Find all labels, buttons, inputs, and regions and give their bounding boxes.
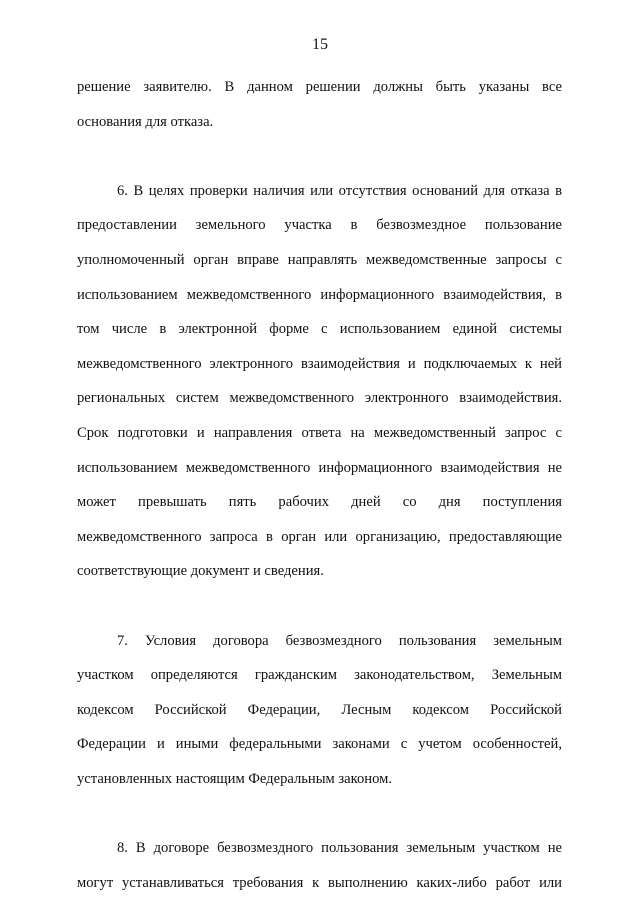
text-line: том числе в электронной форме с использованием единой системы — [77, 321, 562, 338]
text-line: использованием межведомственного информационного взаимодействия не — [77, 459, 562, 476]
paragraph-spacing — [77, 796, 562, 831]
text-line: межведомственного электронного взаимодействия и подключаемых к ней — [77, 355, 562, 372]
paragraph-item-8 — [77, 831, 562, 900]
text-line: участком определяются гражданским законодательством, Земельным — [77, 667, 562, 684]
paragraph-spacing — [77, 139, 562, 174]
paragraph-continuation — [77, 70, 562, 139]
text-line: 6. В целях проверки наличия или отсутствия оснований для отказа в — [117, 182, 562, 199]
document-body — [77, 70, 562, 900]
text-line: предоставлении земельного участка в безвозмездное пользование — [77, 217, 562, 234]
text-line: может превышать пять рабочих дней со дня поступления — [77, 494, 562, 511]
text-line: Федерации и иными федеральными законами с учетом особенностей, — [77, 736, 562, 753]
text-line: 8. В договоре безвозмездного пользования земельным участком не — [117, 840, 562, 857]
page-number: 15 — [312, 36, 328, 53]
paragraph-item-6 — [77, 174, 562, 589]
text-line: могут устанавливаться требования к выполнению каких-либо работ или — [77, 874, 562, 891]
text-line: Срок подготовки и направления ответа на межведомственный запрос с — [77, 424, 562, 441]
text-line: использованием межведомственного информационного взаимодействия, в — [77, 286, 562, 303]
text-line: соответствующие документ и сведения. — [77, 563, 324, 580]
text-line: основания для отказа. — [77, 113, 214, 130]
text-line: межведомственного запроса в орган или организацию, предоставляющие — [77, 528, 562, 545]
text-line: кодексом Российской Федерации, Лесным кодексом Российской — [77, 701, 562, 718]
text-line: установленных настоящим Федеральным законом. — [77, 770, 393, 787]
paragraph-spacing — [77, 589, 562, 624]
paragraph-item-7 — [77, 624, 562, 797]
text-line: региональных систем межведомственного электронного взаимодействия. — [77, 390, 562, 407]
text-line: решение заявителю. В данном решении должны быть указаны все — [77, 79, 562, 95]
text-line: 7. Условия договора безвозмездного пользования земельным — [117, 632, 562, 649]
text-line: уполномоченный орган вправе направлять межведомственные запросы с — [77, 251, 562, 268]
